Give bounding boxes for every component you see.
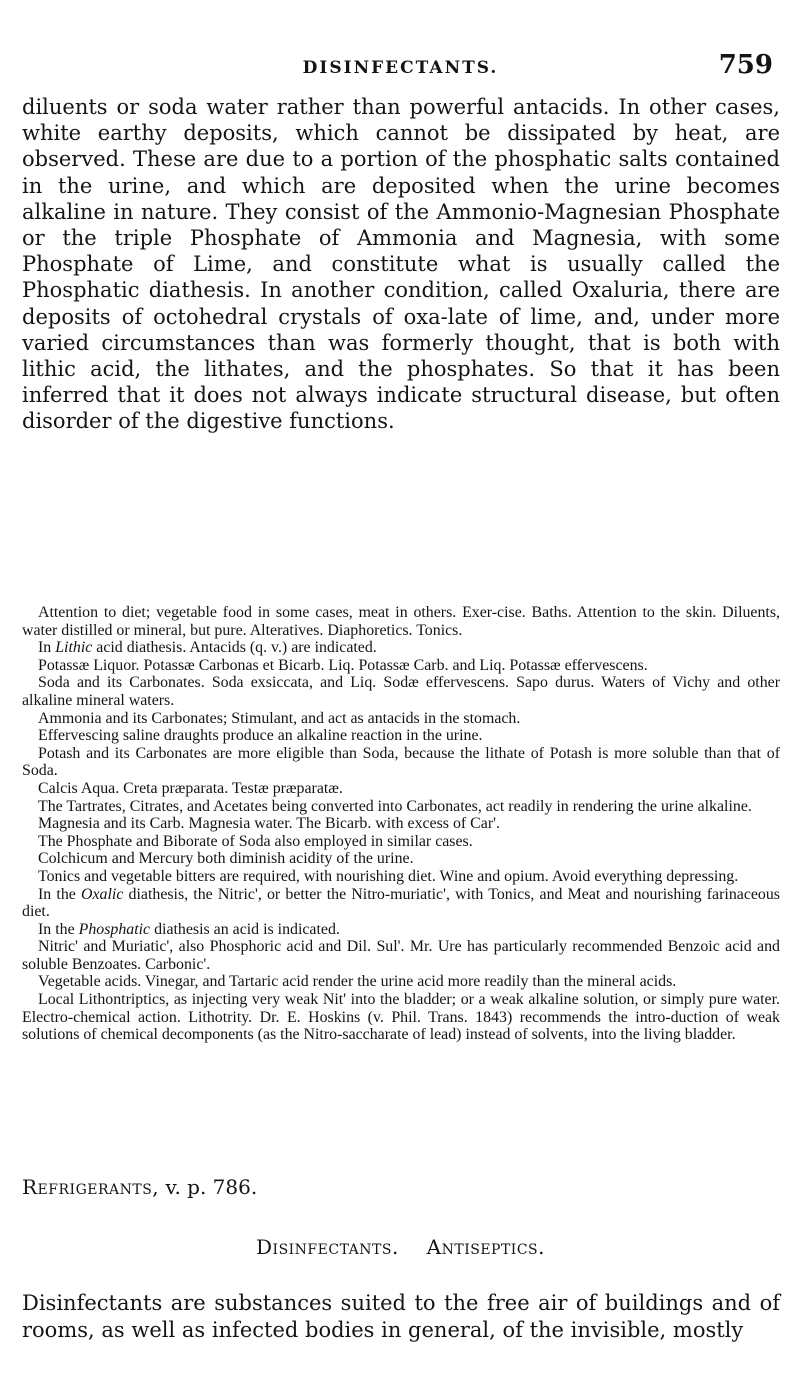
note-line: Tonics and vegetable bitters are required, with nourishing diet. Wine and opium. Avoid everything depressing. <box>38 867 739 885</box>
note-line: Soda and its Carbonates. Soda exsiccata, and Liq. Sodæ effervescens. Sapo durus. Waters of Vichy and other alkaline mineral waters. <box>22 674 780 709</box>
note-line: Effervescing saline draughts produce an alkaline reaction in the urine. <box>38 727 483 745</box>
section-heading-right: Antiseptics. <box>426 1235 545 1259</box>
cross-reference <box>22 1175 780 1199</box>
main-text <box>22 94 780 435</box>
note-line: In the Phosphatic diathesis an acid is indicated. <box>38 920 340 938</box>
section-heading <box>0 1235 801 1259</box>
note-line: Vegetable acids. Vinegar, and Tartaric acid render the urine acid more readily than the mineral acids. <box>38 973 677 991</box>
page-number: 759 <box>718 50 773 80</box>
section-body <box>22 1290 780 1343</box>
note-line: Local Lithontriptics, as injecting very weak Nit' into the bladder; or a weak alkaline solution, or simply pure water. Electro-chemical action. Lithotrity. Dr. E. Hoskins (v. Phil. Trans. 1843) recommends the intro-duction of weak solutions of chemical decomponents (as the Nitro-saccharate of lead) instead of solvents, into the living bladder. <box>22 991 780 1044</box>
section-paragraph: Disinfectants are substances suited to the free air of buildings and of rooms, as well as infected bodies in general, of the invisible, mostly <box>22 1291 780 1342</box>
note-line: The Phosphate and Biborate of Soda also employed in similar cases. <box>38 832 473 850</box>
note-line: Potash and its Carbonates are more eligible than Soda, because the lithate of Potash is more soluble than that of Soda. <box>22 744 780 780</box>
main-paragraph: diluents or soda water rather than powerful antacids. In other cases, white earthy deposits, which cannot be dissipated by heat, are observed. These are due to a portion of the phosphatic salts contained in the urine, and which are deposited when the urine becomes alkaline in nature. They consist of the Ammonio-Magnesian Phosphate or the triple Phosphate of Ammonia and Magnesia, with some Phosphate of Lime, and constitute what is usually called the Phosphatic diathesis. In another condition, called Oxaluria, there are deposits of octohedral crystals of oxa-late of lime, and, under more varied circumstances than was formerly thought, that is both with lithic acid, the lithates, and the phosphates. So that it has been inferred that it does not always indicate structural disease, but often disorder of the digestive functions. <box>22 95 780 434</box>
section-heading-left: Disinfectants. <box>256 1235 399 1259</box>
note-line: Nitric' and Muriatic', also Phosphoric acid and Dil. Sul'. Mr. Ure has particularly recommended Benzoic acid and soluble Benzoates. Carbonic'. <box>22 938 780 973</box>
running-head <box>0 50 801 90</box>
note-line: The Tartrates, Citrates, and Acetates being converted into Carbonates, act readily in rendering the urine alkaline. <box>38 797 752 815</box>
note-line: Magnesia and its Carb. Magnesia water. The Bicarb. with excess of Car'. <box>38 815 500 833</box>
cross-reference-target: v. p. 786. <box>165 1175 258 1199</box>
note-line: Potassæ Liquor. Potassæ Carbonas et Bicarb. Liq. Potassæ Carb. and Liq. Potassæ effervescens. <box>38 656 648 674</box>
cross-reference-term: Refrigerants, <box>22 1175 160 1199</box>
note-line: Attention to diet; vegetable food in some cases, meat in others. Exer-cise. Baths. Attention to the skin. Diluents, water distilled or mineral, but pure. Alteratives. Diaphoretics. Tonics. <box>22 604 780 639</box>
note-line: Colchicum and Mercury both diminish acidity of the urine. <box>38 850 414 868</box>
note-line: Calcis Aqua. Creta præparata. Testæ præparatæ. <box>38 779 343 797</box>
treatment-notes <box>22 604 780 1044</box>
note-line: Ammonia and its Carbonates; Stimulant, and act as antacids in the stomach. <box>38 709 521 727</box>
note-line: In the Oxalic diathesis, the Nitric', or better the Nitro-muriatic', with Tonics, and Meat and nourishing farinaceous diet. <box>22 885 780 921</box>
running-head-title: DISINFECTANTS. <box>302 58 499 78</box>
note-line: In Lithic acid diathesis. Antacids (q. v.) are indicated. <box>38 639 377 657</box>
